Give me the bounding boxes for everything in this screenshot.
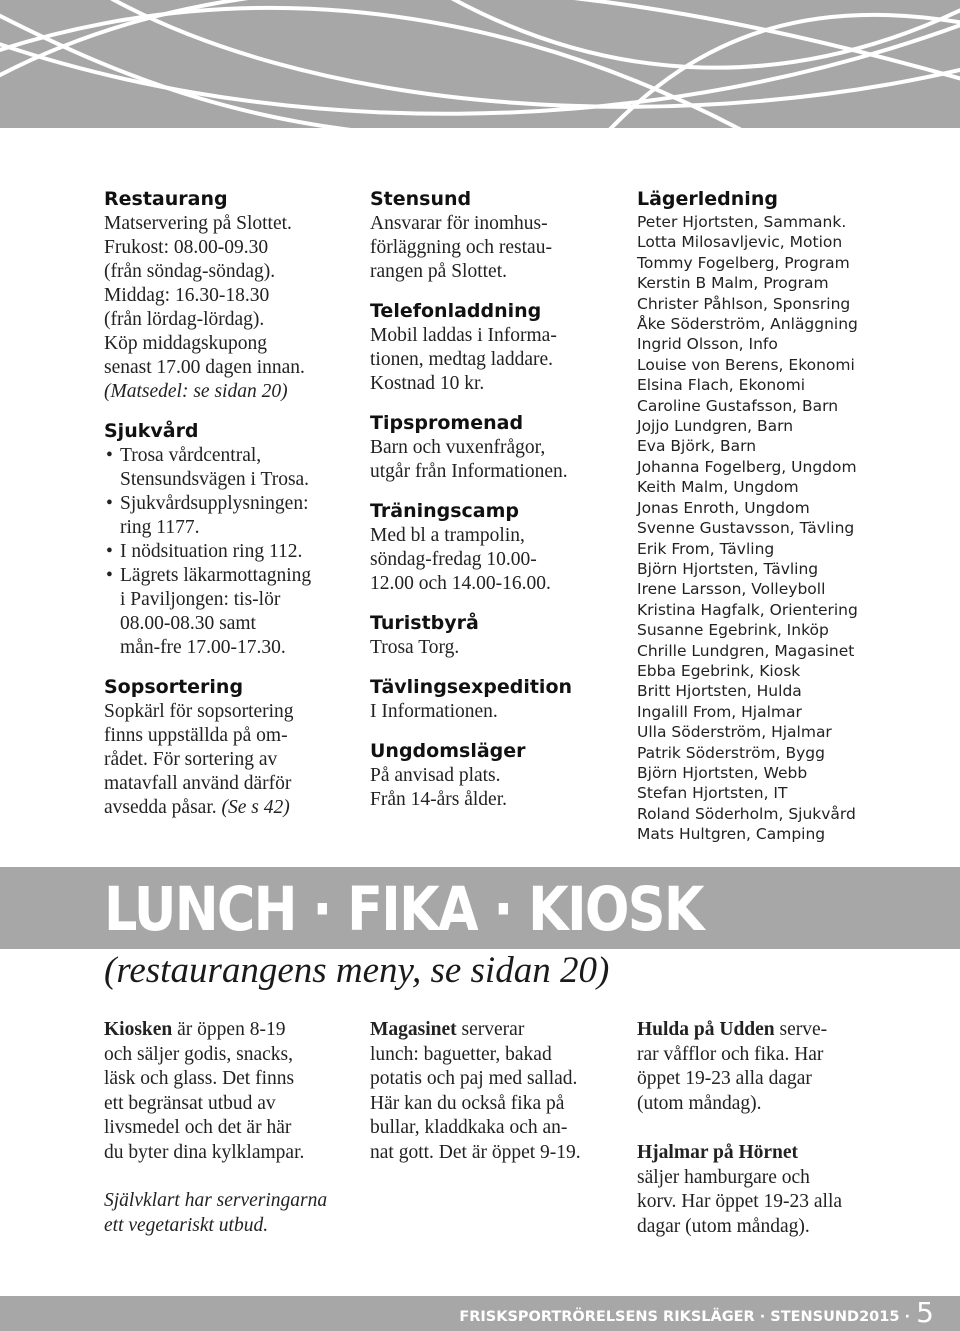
kiosken-first-line: är öppen 8-19 — [172, 1019, 286, 1040]
staff-item: Ulla Söderström, Hjalmar — [637, 723, 832, 742]
section-line: I Informationen. — [370, 701, 498, 722]
staff-item: Johanna Fogelberg, Ungdom — [637, 457, 857, 476]
sopsortering-line — [104, 796, 354, 820]
magasinet-line: nat gott. Det är öppet 9-19. — [370, 1141, 581, 1163]
page-reference: (Se s 42) — [221, 797, 290, 818]
section-line: Från 14-års ålder. — [370, 789, 507, 810]
section-tavlingsexpedition — [370, 675, 615, 724]
footer-publication-title: FRISKSPORTRÖRELSENS RIKSLÄGER · STENSUND2015 · — [459, 1309, 910, 1325]
sjukvard-line: Trosa vårdcentral, — [120, 445, 262, 466]
list-item — [104, 540, 354, 564]
magasinet-first-line: serverar — [456, 1019, 525, 1040]
hjalmar-name: Hjalmar på Hörnet — [637, 1142, 799, 1163]
staff-item: Åke Söderström, Anläggning — [637, 315, 858, 334]
decorative-swirl-lines — [0, 0, 960, 128]
sjukvard-line: I nödsituation ring 112. — [120, 541, 303, 562]
magasinet-line: lunch: baguetter, bakad — [370, 1043, 552, 1065]
staff-item: Tommy Fogelberg, Program — [637, 253, 850, 272]
sopsortering-heading: Sopsortering — [104, 676, 244, 698]
page-number: 5 — [916, 1296, 934, 1329]
sopsortering-text — [104, 700, 354, 820]
kiosken-name: Kiosken — [104, 1019, 173, 1040]
section-line: Barn och vuxenfrågor, — [370, 437, 546, 458]
staff-item: Stefan Hjortsten, IT — [637, 784, 788, 803]
sjukvard-line: 08.00-08.30 samt — [120, 613, 256, 634]
hulda-line: öppet 19-23 alla dagar — [637, 1068, 812, 1090]
lunch-subtitle: (restaurangens meny, se sidan 20) — [104, 950, 610, 991]
lagerledning-heading: Lägerledning — [637, 188, 778, 210]
sjukvard-heading: Sjukvård — [104, 420, 199, 442]
hjalmar-line: dagar (utom måndag). — [637, 1215, 810, 1237]
staff-item: Ebba Egebrink, Kiosk — [637, 661, 801, 680]
staff-item: Björn Hjortsten, Tävling — [637, 559, 819, 578]
sopsortering-last: avsedda påsar. — [104, 797, 217, 818]
staff-item: Peter Hjortsten, Sammank. — [637, 213, 847, 231]
vegetarian-line: ett vegetariskt utbud. — [104, 1214, 269, 1236]
staff-item: Mats Hultgren, Camping — [637, 825, 826, 844]
section-line: Kostnad 10 kr. — [370, 373, 485, 394]
staff-item: Jojjo Lundgren, Barn — [637, 417, 794, 436]
column-services — [370, 187, 615, 812]
section-line: Mobil laddas i Informa- — [370, 325, 557, 346]
section-line: rangen på Slottet. — [370, 261, 508, 282]
section-line: Trosa Torg. — [370, 637, 460, 658]
restaurang-text — [104, 212, 354, 404]
staff-item: Erik From, Tävling — [637, 539, 775, 558]
section-stensund — [370, 187, 615, 284]
lunch-fika-kiosk-title: LUNCH · FIKA · KIOSK — [104, 874, 703, 945]
hulda-line: rar våfflor och fika. Har — [637, 1043, 824, 1065]
magasinet-name: Magasinet — [370, 1019, 457, 1040]
magasinet-line: potatis och paj med sallad. — [370, 1068, 578, 1090]
section-heading: Tävlingsexpedition — [370, 676, 573, 698]
staff-list — [637, 212, 937, 845]
staff-item: Caroline Gustafsson, Barn — [637, 396, 839, 415]
staff-item: Jonas Enroth, Ungdom — [637, 498, 810, 517]
kiosken-block — [104, 1018, 364, 1166]
sopsortering-line: finns uppställda på om- — [104, 725, 288, 746]
column-camp-leadership — [637, 187, 937, 845]
section-line: På anvisad plats. — [370, 765, 501, 786]
magasinet-line — [370, 1018, 620, 1043]
kiosken-line: livsmedel och det är här — [104, 1117, 292, 1139]
section-line: Ansvarar för inomhus- — [370, 213, 548, 234]
hjalmar-line: säljer hamburgare och — [637, 1166, 810, 1188]
vegetarian-note — [104, 1189, 394, 1238]
hulda-line — [637, 1018, 897, 1043]
vegetarian-line: Självklart har serveringarna — [104, 1190, 328, 1211]
staff-item: Ingrid Olsson, Info — [637, 335, 778, 354]
staff-item: Ingalill From, Hjalmar — [637, 702, 802, 721]
restaurang-line: (från lördag-lördag). — [104, 309, 265, 330]
staff-item: Patrik Söderström, Bygg — [637, 743, 825, 762]
top-banner — [0, 0, 960, 128]
section-line: utgår från Informationen. — [370, 461, 568, 482]
section-heading: Turistbyrå — [370, 612, 479, 634]
staff-item: Elsina Flach, Ekonomi — [637, 376, 806, 395]
list-item — [104, 564, 354, 660]
restaurang-line: (från söndag-söndag). — [104, 261, 276, 282]
staff-item: Britt Hjortsten, Hulda — [637, 682, 802, 701]
staff-item: Keith Malm, Ungdom — [637, 478, 799, 497]
kiosken-line: och säljer godis, snacks, — [104, 1043, 294, 1065]
section-traningscamp — [370, 499, 615, 596]
sjukvard-line: ring 1177. — [120, 517, 200, 538]
staff-item: Eva Björk, Barn — [637, 437, 757, 456]
kiosken-line — [104, 1018, 364, 1043]
hjalmar-line — [637, 1141, 897, 1166]
kiosken-line: ett begränsat utbud av — [104, 1092, 276, 1114]
restaurang-line: Matservering på Slottet. — [104, 213, 292, 234]
sopsortering-line: matavfall använd därför — [104, 773, 292, 794]
hulda-block — [637, 1018, 897, 1116]
restaurang-line: Middag: 16.30-18.30 — [104, 285, 270, 306]
section-line: förläggning och restau- — [370, 237, 552, 258]
section-line: tionen, medtag laddare. — [370, 349, 554, 370]
section-heading: Ungdomsläger — [370, 740, 526, 762]
staff-item: Louise von Berens, Ekonomi — [637, 355, 855, 374]
staff-item: Roland Söderholm, Sjukvård — [637, 804, 856, 823]
section-heading: Telefonladdning — [370, 300, 542, 322]
section-line: Med bl a trampolin, — [370, 525, 525, 546]
restaurang-heading: Restaurang — [104, 188, 228, 210]
hjalmar-line: korv. Har öppet 19-23 alla — [637, 1191, 843, 1213]
staff-item: Susanne Egebrink, Inköp — [637, 621, 829, 640]
restaurang-line: Köp middagskupong — [104, 333, 268, 354]
sopsortering-line: rådet. För sortering av — [104, 749, 278, 770]
magasinet-block — [370, 1018, 620, 1166]
staff-item: Kristina Hagfalk, Orientering — [637, 600, 858, 619]
section-heading: Stensund — [370, 188, 472, 210]
hulda-name: Hulda på Udden — [637, 1019, 775, 1040]
column-general-info — [104, 187, 354, 820]
sjukvard-line: Sjukvårdsupplysningen: — [120, 493, 309, 514]
section-line: söndag-fredag 10.00- — [370, 549, 537, 570]
list-item — [104, 444, 354, 492]
section-telefonladdning — [370, 299, 615, 396]
section-tipspromenad — [370, 411, 615, 484]
kiosken-line: läsk och glass. Det finns — [104, 1068, 295, 1090]
staff-item: Björn Hjortsten, Webb — [637, 763, 808, 782]
sjukvard-line: i Paviljongen: tis-lör — [120, 589, 281, 610]
staff-item: Irene Larsson, Volleyboll — [637, 580, 826, 599]
restaurang-line: Frukost: 08.00-09.30 — [104, 237, 269, 258]
section-heading: Träningscamp — [370, 500, 520, 522]
restaurang-menu-note: (Matsedel: se sidan 20) — [104, 381, 288, 402]
section-line: 12.00 och 14.00-16.00. — [370, 573, 551, 594]
hjalmar-block — [637, 1141, 897, 1239]
section-heading: Tipspromenad — [370, 412, 524, 434]
staff-item: Christer Påhlson, Sponsring — [637, 294, 851, 313]
hulda-line: (utom måndag). — [637, 1092, 762, 1114]
kiosken-line: du byter dina kylklampar. — [104, 1141, 305, 1163]
hulda-first-line: serve- — [774, 1019, 828, 1040]
list-item — [104, 492, 354, 540]
section-turistbyra — [370, 611, 615, 660]
sjukvard-list — [104, 444, 354, 660]
section-ungdomslager — [370, 739, 615, 812]
sjukvard-line: mån-fre 17.00-17.30. — [120, 637, 286, 658]
staff-item: Chrille Lundgren, Magasinet — [637, 641, 855, 660]
magasinet-line: bullar, kladdkaka och an- — [370, 1117, 568, 1139]
magasinet-line: Här kan du också fika på — [370, 1092, 565, 1114]
restaurang-line: senast 17.00 dagen innan. — [104, 357, 305, 378]
sjukvard-line: Lägrets läkarmottagning — [120, 565, 312, 586]
sopsortering-line: Sopkärl för sopsortering — [104, 701, 294, 722]
sjukvard-line: Stensundsvägen i Trosa. — [120, 469, 310, 490]
staff-item: Kerstin B Malm, Program — [637, 274, 829, 293]
staff-item: Lotta Milosavljevic, Motion — [637, 233, 843, 252]
staff-item: Svenne Gustavsson, Tävling — [637, 519, 855, 538]
